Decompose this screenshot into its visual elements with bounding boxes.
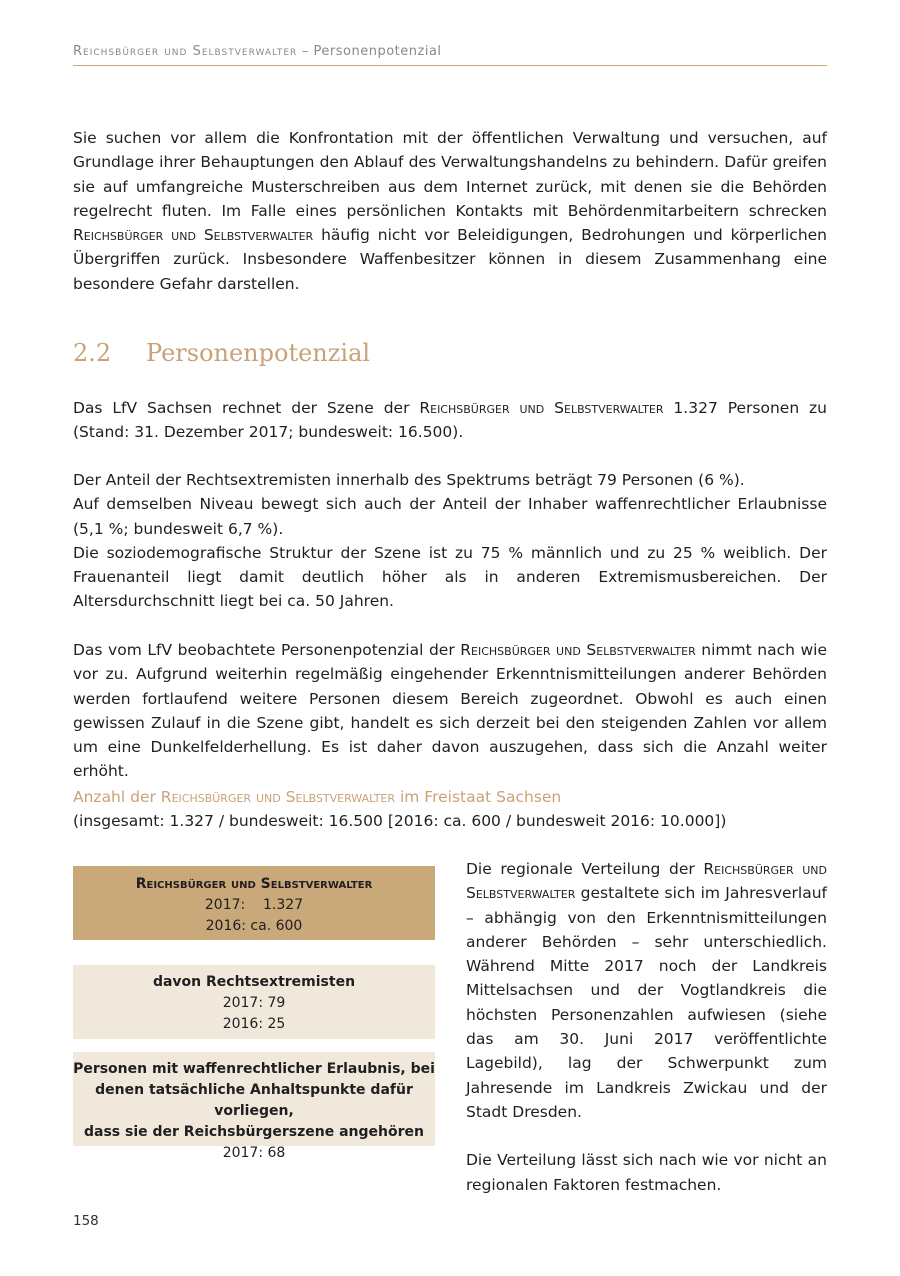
box-weapons-title-2: denen tatsächliche Anhaltspunkte dafür vorliegen, [95, 1082, 413, 1119]
right-p1-term: Reichsbürger und Selbstverwalter [466, 860, 827, 903]
p3-text-1: Das vom LfV beobachtete Personenpotenzial der [73, 641, 461, 659]
caption-term: Reichsbürger und Selbstverwalter [160, 788, 396, 806]
caption-title [73, 785, 827, 809]
box-extremists-2016: 2016: 25 [222, 1016, 286, 1032]
paragraph-trend [73, 638, 827, 784]
p3-term: Reichsbürger und Selbstverwalter [460, 641, 696, 659]
box-total-2017: 2017: 1.327 [204, 897, 304, 913]
section-heading [73, 339, 370, 367]
section-title: Personenpotenzial [146, 339, 371, 367]
header-title: Reichsbürger und Selbstverwalter [73, 44, 298, 59]
box-weapon-permits [73, 1052, 435, 1161]
paragraph-structure [73, 468, 827, 614]
p2-line-1: Der Anteil der Rechtsextremisten innerhalb des Spektrums beträgt 79 Personen (6 %). [73, 471, 745, 489]
paragraph-count [73, 396, 827, 445]
intro-text-2: häufig nicht vor Beleidigungen, Bedrohungen und körperlichen Übergriffen zurück. Insbesondere Waffenbesitzer können in diesem Zusammenhang eine besondere Gefahr darstellen. [73, 226, 828, 293]
intro-paragraph [73, 126, 827, 296]
intro-text-1: Sie suchen vor allem die Konfrontation mit der öffentlichen Verwaltung und versuchen, auf Grundlage ihrer Behauptungen den Ablauf des Verwaltungshandelns zu behindern. Dafür greifen sie auf umfangreiche Musterschreiben aus dem Internet zurück, mit denen sie die Behörden regelrecht fluten. Im Falle eines persönlichen Kontakts mit Behördenmitarbeitern schrecken [73, 129, 827, 220]
caption-prefix: Anzahl der [73, 788, 161, 806]
box-right-extremists [73, 965, 435, 1039]
p2-line-3: Die soziodemografische Struktur der Szene ist zu 75 % männlich und zu 25 % weiblich. Der Frauenanteil liegt damit deutlich höher als in anderen Extremismusbereichen. Der Altersdurchschnitt liegt bei ca. 50 Jahren. [73, 543, 827, 611]
box-total-title: Reichsbürger und Selbstverwalter [135, 876, 373, 892]
box-weapons-title-1: Personen mit waffenrechtlicher Erlaubnis, bei [73, 1061, 435, 1077]
running-header [73, 44, 827, 66]
box-extremists-title: davon Rechtsextremisten [152, 974, 356, 990]
page-number: 158 [73, 1213, 99, 1229]
header-subtitle: Personenpotenzial [313, 44, 442, 59]
box-weapons-2017: 2017: 68 [222, 1145, 286, 1161]
p1-term: Reichsbürger und Selbstverwalter [419, 399, 664, 417]
box-extremists-2017: 2017: 79 [222, 995, 286, 1011]
box-total-2016: 2016: ca. 600 [205, 918, 303, 934]
header-separator: – [297, 44, 314, 59]
p1-text-1: Das LfV Sachsen rechnet der Szene der [73, 399, 420, 417]
p1-text-2: 1.327 Personen zu (Stand: 31. Dezember 2017; bundesweit: 16.500). [73, 399, 828, 442]
right-column [466, 857, 827, 1197]
p3-text-2: nimmt nach wie vor zu. Aufgrund weiterhin regelmäßig eingehender Erkenntnismitteilungen anderer Behörden werden fortlaufend weitere Personen diesem Bereich zugeordnet. Obwohl es auch einen gewissen Zulauf in die Szene gibt, handelt es sich derzeit bei den steigenden Zahlen vor allem um eine Dunkelfelderhellung. Es ist daher davon auszugehen, dass sich die Anzahl weiter erhöht. [73, 641, 827, 781]
right-p1-text-2: gestaltete sich im Jahresverlauf – abhängig von den Erkenntnismitteilungen anderer Behörden – sehr unterschiedlich. Während Mitte 2017 noch der Landkreis Mittelsachsen und der Vogtlandkreis die höchsten Personenzahlen aufwiesen (siehe das am 30. Juni 2017 veröffentlichte Lagebild), lag der Schwerpunkt zum Jahresende im Landkreis Zwickau und der Stadt Dresden. [466, 884, 827, 1121]
figure-caption [73, 785, 827, 833]
box-total [73, 866, 435, 940]
right-paragraph-1 [466, 857, 827, 1124]
section-number: 2.2 [73, 339, 112, 367]
intro-term: Reichsbürger und Selbstverwalter [73, 226, 314, 245]
caption-suffix: im Freistaat Sachsen [395, 788, 562, 806]
right-paragraph-2: Die Verteilung lässt sich nach wie vor nicht an regionalen Faktoren festmachen. [466, 1151, 827, 1194]
caption-subtitle: (insgesamt: 1.327 / bundesweit: 16.500 [2016: ca. 600 / bundesweit 2016: 10.000]) [73, 812, 727, 830]
p2-line-2: Auf demselben Niveau bewegt sich auch der Anteil der Inhaber waffenrechtlicher Erlaubnisse (5,1 %; bundesweit 6,7 %). [73, 495, 827, 538]
box-weapons-title-3: dass sie der Reichsbürgerszene angehören [84, 1124, 424, 1140]
right-p1-text-1: Die regionale Verteilung der [466, 860, 704, 878]
